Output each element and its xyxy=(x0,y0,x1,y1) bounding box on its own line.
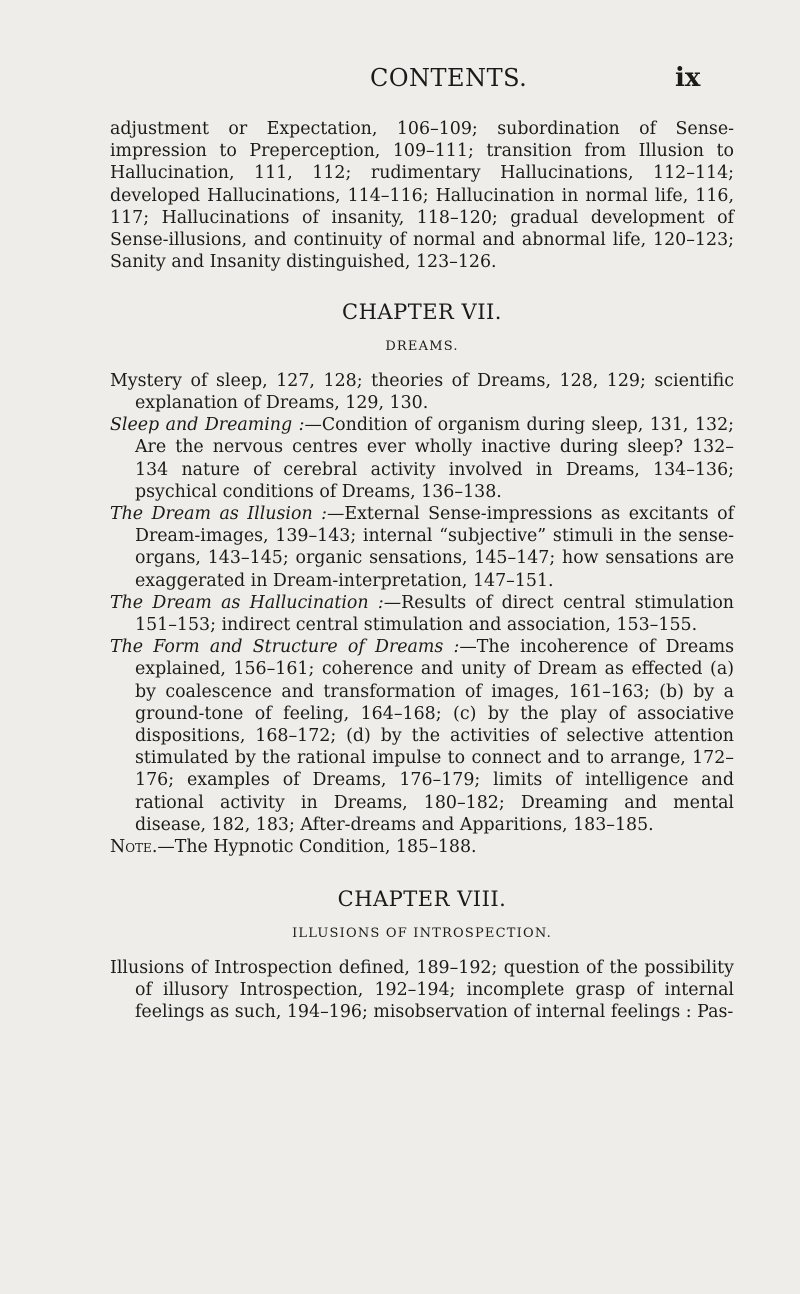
dream-form-text: —The incoherence of Dreams explained, 156–161; coherence and unity of Dream as effected (a) by coalescence and transformation of images, 161–163; (b) by a ground-tone of feeling, 164–168; (c) by the play of associative dispositions, 168–172; (d) by the activities of selective attention stimulated by the rational impulse to connect and to arrange, 172–176; examples of Dreams, 176–179; limits of intelligence and rational activity in Dreams, 180–182; Dreaming and mental disease, 182, 183; After-dreams and Apparitions, 183–185. xyxy=(135,637,734,835)
chapter-8-title: CHAPTER VIII. xyxy=(337,887,507,912)
sleep-dreaming-entry xyxy=(110,414,734,503)
dream-hallucination-heading: The Dream as Hallucination : xyxy=(110,592,384,613)
dream-form-heading: The Form and Structure of Dreams : xyxy=(110,637,460,658)
dream-hallucination-entry xyxy=(110,592,734,636)
chapter-7-intro-entry: Mystery of sleep, 127, 128; theories of Dreams, 128, 129; scientific explanation of Dreams, 129, 130. xyxy=(110,370,734,414)
chapter-8-intro-entry: Illusions of Introspection defined, 189–192; question of the possibility of illusory Introspection, 192–194; incomplete grasp of internal feelings as such, 194–196; misobservation of internal feelings : Pas- xyxy=(110,957,734,1023)
dream-illusion-heading: The Dream as Illusion : xyxy=(110,504,328,525)
dream-illusion-text: —External Sense-impressions as excitants of Dream-images, 139–143; internal “subjective” stimuli in the sense-organs, 143–145; organic sensations, 145–147; how sensations are exaggerated in Dream-interpretation, 147–151. xyxy=(135,504,734,591)
note-heading: Note. xyxy=(110,837,158,858)
note-text: —The Hypnotic Condition, 185–188. xyxy=(157,837,477,858)
running-head: CONTENTS. xyxy=(370,64,528,92)
dream-illusion-entry xyxy=(110,503,734,592)
sleep-dreaming-heading: Sleep and Dreaming : xyxy=(110,415,305,436)
chapter-8-subtitle: ILLUSIONS OF INTROSPECTION. xyxy=(292,925,552,941)
note-entry xyxy=(110,836,734,858)
page-number: ix xyxy=(675,63,701,93)
page-header xyxy=(200,64,800,104)
chapter-7-title: CHAPTER VII. xyxy=(342,300,502,325)
dream-form-entry xyxy=(110,636,734,836)
sleep-dreaming-text: —Condition of organism during sleep, 131, 132; Are the nervous centres ever wholly inactive during sleep? 132–134 nature of cerebral activity involved in Dreams, 134–136; psychical conditions of Dreams, 136–138. xyxy=(135,415,734,502)
chapter-7-subtitle: DREAMS. xyxy=(385,338,459,354)
contents-body xyxy=(110,118,734,1023)
dream-hallucination-text: —Results of direct central stimulation 151–153; indirect central stimulation and association, 153–155. xyxy=(135,592,735,636)
continuation-entry: adjustment or Expectation, 106–109; subordination of Sense-impression to Preperception, 109–111; transition from Illusion to Hallucination, 111, 112; rudimentary Hallucinations, 112–114; developed Hallucinations, 114–116; Hallucination in normal life, 116, 117; Hallucinations of insanity, 118–120; gradual development of Sense-illusions, and continuity of normal and abnormal life, 120–123; Sanity and Insanity distinguished, 123–126. xyxy=(110,119,734,273)
